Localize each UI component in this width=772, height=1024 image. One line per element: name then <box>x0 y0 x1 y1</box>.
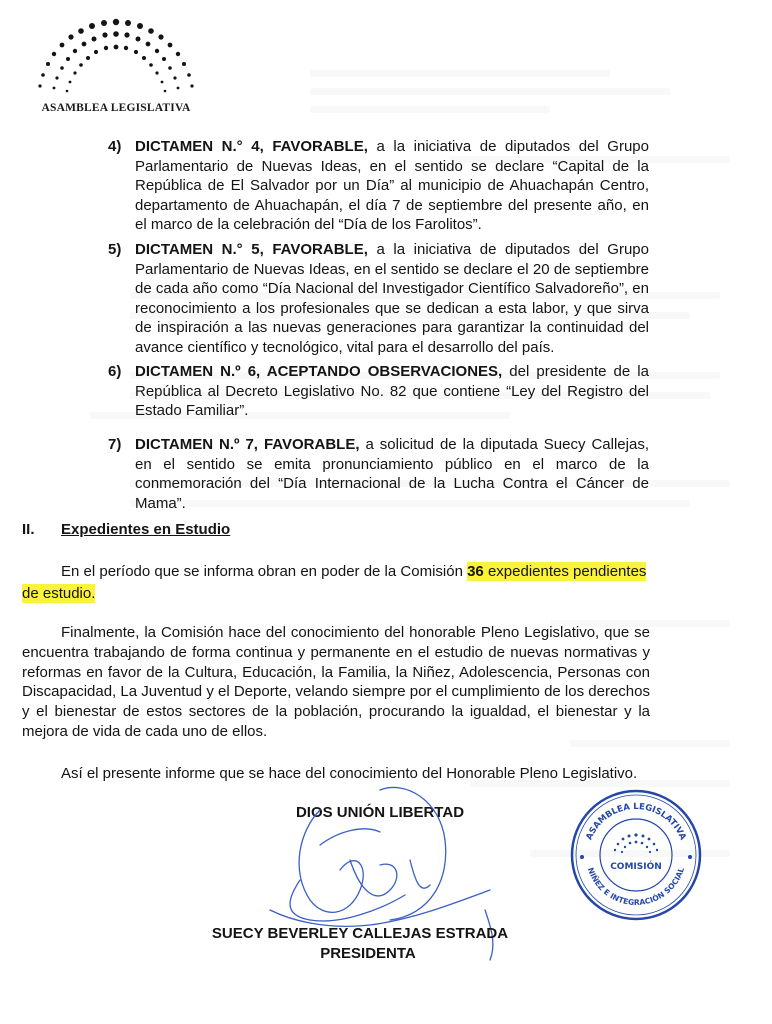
dictamen-text: a la iniciativa de diputados del Grupo Parlamentario de Nuevas Ideas, en el sentido se declare “Capital de la República de El Salvador por un Día” al municipio de Ahuachapán Centro, departamento de Ahuachapán, el día 7 de septiembre del presente año, en el marco de la celebración del “Día de los Farolitos”. <box>135 138 649 233</box>
highlighted-continuation: de estudio. <box>22 585 96 602</box>
item-number: 6) <box>108 363 122 380</box>
seal-dots-icon <box>580 833 692 859</box>
pending-label: expedientes pendientes <box>483 563 647 580</box>
closing-paragraph: Finalmente, la Comisión hace del conocimiento del honorable Pleno Legislativo, que se encuentra trabajando de forma continua y permanente en el estudio de nuevas normativas y reformas en favor de la Cultura, Educación, la Familia, la Niñez, Adolescencia, Personas con Discapacidad, La Juventud y el Deporte, velando siempre por el cumplimiento de los derechos y el bienestar de estos sectores de la población, procurando la igualdad, el bienestar y la mejora de vida de cada uno de ellos. <box>22 624 650 740</box>
dictamen-item <box>135 240 649 357</box>
signer-role: PRESIDENTA <box>320 945 416 962</box>
item-number: 4) <box>108 138 122 155</box>
seal-bottom-text: NIÑEZ E INTEGRACIÓN SOCIAL <box>585 866 687 908</box>
hemicycle-dots-icon <box>26 14 206 104</box>
section-intro-line-2 <box>22 584 322 604</box>
item-number: 7) <box>108 436 122 453</box>
seal-top-text: ASAMBLEA LEGISLATIVA <box>584 801 688 842</box>
final-statement: Así el presente informe que se hace del conocimiento del Honorable Pleno Legislativo. <box>61 765 638 782</box>
institution-name: ASAMBLEA LEGISLATIVA <box>41 102 191 114</box>
dictamen-text: a solicitud de la diputada Suecy Callejas, en el sentido se emita pronunciamiento público en el marco de la conmemoración del “Día Internacional de la Lucha Contra el Cáncer de Mama”. <box>135 436 649 512</box>
dictamen-text: a la iniciativa de diputados del Grupo Parlamentario de Nuevas Ideas, en el sentido se declare el 20 de septiembre de cada año como “Día Nacional del Investigador Científico Salvadoreño”, en reconocimiento a los profesionales que se dedican a esta labor, y que sirva de inspiración a las nuevas generaciones para garantizar la continuidad del avance científico y tecnológico, vital para el desarrollo del país. <box>135 241 649 356</box>
signer-name: SUECY BEVERLEY CALLEJAS ESTRADA <box>211 925 509 942</box>
section-heading: Expedientes en Estudio <box>61 521 231 538</box>
section-intro-line <box>61 562 661 582</box>
pending-count: 36 <box>467 563 484 580</box>
dictamen-text: del presidente de la República al Decreto Legislativo No. 82 que contiene “Ley del Registro del Estado Familiar”. <box>135 363 649 419</box>
dictamen-item <box>135 362 649 421</box>
section-intro-text: En el período que se informa obran en poder de la Comisión <box>61 563 468 580</box>
dictamen-item <box>135 137 649 235</box>
dictamen-title: DICTAMEN N.° 5, FAVORABLE, <box>135 241 368 258</box>
section-number: II. <box>22 521 35 538</box>
dictamen-title: DICTAMEN N.º 6, ACEPTANDO OBSERVACIONES, <box>135 363 503 380</box>
highlighted-count <box>467 562 646 581</box>
dictamen-item <box>135 435 649 513</box>
seal-center-text: COMISIÓN <box>610 862 662 872</box>
item-number: 5) <box>108 241 122 258</box>
dictamen-title: DICTAMEN N.º 7, FAVORABLE, <box>135 436 360 453</box>
motto-text: DIOS UNIÓN LIBERTAD <box>295 804 465 821</box>
assembly-logo <box>26 14 206 118</box>
dictamen-title: DICTAMEN N.° 4, FAVORABLE, <box>135 138 368 155</box>
commission-seal <box>566 785 706 925</box>
